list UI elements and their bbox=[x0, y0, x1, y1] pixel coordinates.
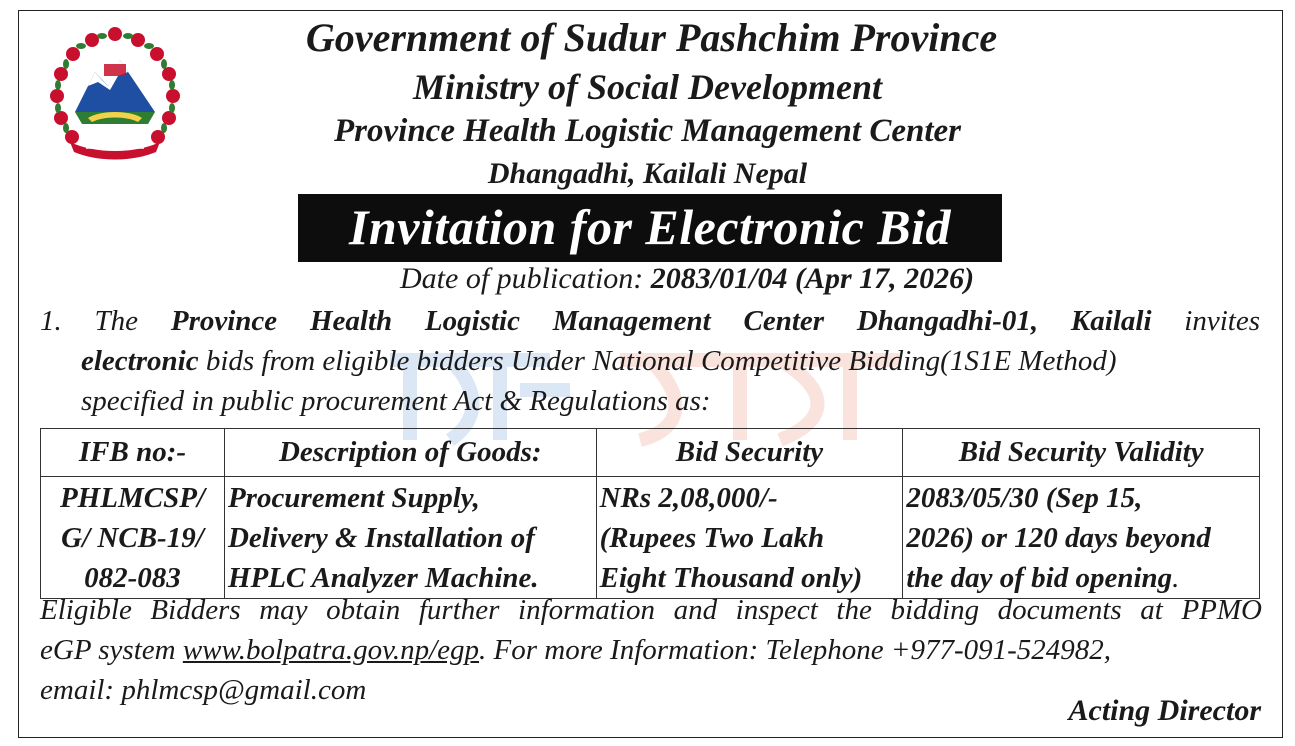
table-row bbox=[41, 477, 1260, 599]
invitation-paragraph bbox=[40, 301, 1260, 421]
signature: Acting Director bbox=[1068, 694, 1261, 727]
cell-validity bbox=[903, 477, 1260, 599]
paragraph-org: Province Health Logistic Management Center Dhangadhi-01, Kailali bbox=[170, 305, 1152, 337]
paragraph-line-2-rest: bids from eligible bidders Under National Competitive Bidding(1S1E Method) bbox=[198, 345, 1117, 377]
header-location: Dhangadhi, Kailali Nepal bbox=[487, 157, 808, 190]
notice-title: Invitation for Electronic Bid bbox=[298, 194, 1002, 262]
bolpatra-link[interactable]: www.bolpatra.gov.np/egp bbox=[182, 634, 480, 666]
header-ministry: Ministry of Social Development bbox=[413, 67, 882, 107]
cell-description-line: Delivery & Installation of bbox=[227, 522, 535, 554]
header-bid-security: Bid Security bbox=[596, 429, 903, 477]
footer-line-2 bbox=[40, 634, 1262, 667]
footer-email: email: phlmcsp@gmail.com bbox=[40, 674, 367, 706]
footer-egp-prefix: eGP system bbox=[40, 634, 183, 666]
paragraph-line-2 bbox=[40, 341, 1260, 381]
table-header-row bbox=[41, 429, 1260, 477]
header-ifb: IFB no:- bbox=[41, 429, 225, 477]
cell-validity-period: . bbox=[1172, 562, 1180, 594]
cell-security-line: NRs 2,08,000/- bbox=[599, 482, 778, 514]
cell-ifb-line: G/ NCB-19/ bbox=[61, 522, 204, 554]
publication-value: 2083/01/04 (Apr 17, 2026) bbox=[650, 262, 975, 295]
paragraph-electronic: electronic bbox=[81, 345, 199, 377]
cell-ifb-line: 082-083 bbox=[84, 562, 181, 594]
publication-label: Date of publication: bbox=[400, 262, 651, 295]
cell-description-line: Procurement Supply, bbox=[227, 482, 480, 514]
cell-validity-line bbox=[906, 558, 1256, 598]
header-center: Province Health Logistic Management Center bbox=[334, 113, 961, 149]
cell-description bbox=[224, 477, 596, 599]
paragraph-line-3: specified in public procurement Act & Regulations as: bbox=[81, 385, 711, 417]
bid-table bbox=[40, 428, 1260, 599]
footer-line-1: Eligible Bidders may obtain further information and inspect the bidding documents at PPMO bbox=[40, 594, 1262, 626]
cell-security bbox=[596, 477, 903, 599]
paragraph-line-1 bbox=[40, 301, 1260, 341]
cell-validity-text: the day of bid opening bbox=[906, 562, 1173, 594]
header-bid-validity: Bid Security Validity bbox=[903, 429, 1260, 477]
cell-ifb-line: PHLMCSP/ bbox=[59, 482, 205, 514]
paragraph-invites: invites bbox=[1151, 305, 1261, 337]
cell-ifb bbox=[41, 477, 225, 599]
header-province: Government of Sudur Pashchim Province bbox=[305, 15, 998, 60]
cell-security-line: Eight Thousand only) bbox=[599, 562, 863, 594]
cell-validity-line: 2026) or 120 days beyond bbox=[906, 522, 1211, 554]
publication-date bbox=[400, 262, 974, 296]
header-description: Description of Goods: bbox=[224, 429, 596, 477]
cell-description-line: HPLC Analyzer Machine. bbox=[227, 562, 539, 594]
cell-security-line: (Rupees Two Lakh bbox=[599, 522, 825, 554]
footer-contact: . For more Information: Telephone +977-091-524982, bbox=[479, 634, 1112, 666]
paragraph-number: 1. The bbox=[40, 305, 171, 337]
cell-validity-line: 2083/05/30 (Sep 15, bbox=[906, 482, 1143, 514]
